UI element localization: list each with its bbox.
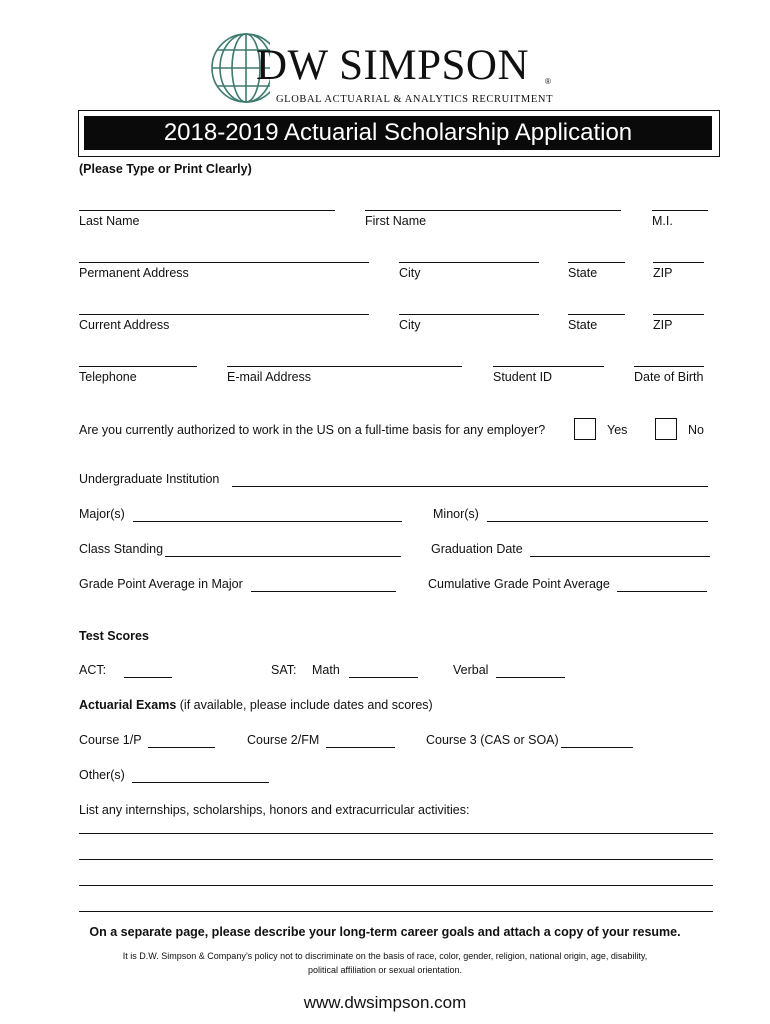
no-label: No: [688, 423, 704, 437]
actuarial-exams-heading: Actuarial Exams: [79, 698, 177, 712]
gpa-major-field[interactable]: [251, 591, 396, 592]
graduation-date-field[interactable]: [530, 556, 710, 557]
verbal-label: Verbal: [453, 663, 489, 677]
current-state-field[interactable]: [568, 314, 625, 315]
work-authorization-question: Are you currently authorized to work in the US on a full-time basis for any employer?: [79, 423, 546, 437]
class-standing-label: Class Standing: [79, 542, 164, 556]
current-address-field[interactable]: [79, 314, 369, 315]
date-of-birth-field[interactable]: [634, 366, 704, 367]
course3-field[interactable]: [561, 747, 633, 748]
actuarial-exams-note: (if available, please include dates and scores): [176, 698, 433, 712]
permanent-zip-field[interactable]: [653, 262, 704, 263]
permanent-address-field[interactable]: [79, 262, 369, 263]
first-name-label: First Name: [365, 214, 427, 228]
middle-initial-field[interactable]: [652, 210, 708, 211]
course2-label: Course 2/FM: [247, 733, 320, 747]
sat-label: SAT:: [271, 663, 297, 677]
others-label: Other(s): [79, 768, 125, 782]
act-score-field[interactable]: [124, 677, 172, 678]
first-name-field[interactable]: [365, 210, 621, 211]
student-id-label: Student ID: [493, 370, 553, 384]
current-zip-label: ZIP: [653, 318, 673, 332]
last-name-label: Last Name: [79, 214, 140, 228]
no-checkbox[interactable]: [655, 418, 677, 440]
policy-line-1: It is D.W. Simpson & Company’s policy not to discriminate on the basis of race, color, gender, religion, national origin, age, disability,: [122, 951, 648, 961]
current-city-label: City: [399, 318, 421, 332]
undergraduate-institution-field[interactable]: [232, 486, 708, 487]
math-label: Math: [312, 663, 340, 677]
course1-label: Course 1/P: [79, 733, 142, 747]
current-state-label: State: [568, 318, 598, 332]
sat-math-field[interactable]: [349, 677, 418, 678]
current-zip-field[interactable]: [653, 314, 704, 315]
course3-label: Course 3 (CAS or SOA): [426, 733, 559, 747]
minor-label: Minor(s): [433, 507, 479, 521]
course1-field[interactable]: [148, 747, 215, 748]
permanent-state-field[interactable]: [568, 262, 625, 263]
separate-page-instruction: On a separate page, please describe your long-term career goals and attach a copy of your resume.: [89, 925, 681, 939]
others-field[interactable]: [132, 782, 269, 783]
brand-name: DW SIMPSON: [256, 42, 530, 89]
yes-checkbox[interactable]: [574, 418, 596, 440]
permanent-zip-label: ZIP: [653, 266, 673, 280]
middle-initial-label: M.I.: [652, 214, 673, 228]
instructions: (Please Type or Print Clearly): [79, 162, 252, 176]
activities-line-3[interactable]: [79, 885, 713, 886]
date-of-birth-label: Date of Birth: [634, 370, 704, 384]
course2-field[interactable]: [326, 747, 395, 748]
policy-line-2: political affiliation or sexual orientation.: [308, 965, 462, 975]
activities-label: List any internships, scholarships, honors and extracurricular activities:: [79, 803, 470, 817]
gpa-cumulative-field[interactable]: [617, 591, 707, 592]
permanent-city-label: City: [399, 266, 421, 280]
gpa-cumulative-label: Cumulative Grade Point Average: [428, 577, 610, 591]
brand-tagline: GLOBAL ACTUARIAL & ANALYTICS RECRUITMENT: [276, 94, 554, 105]
minor-field[interactable]: [487, 521, 708, 522]
email-label: E-mail Address: [227, 370, 312, 384]
email-field[interactable]: [227, 366, 462, 367]
graduation-date-label: Graduation Date: [431, 542, 523, 556]
gpa-major-label: Grade Point Average in Major: [79, 577, 243, 591]
website-link[interactable]: www.dwsimpson.com: [303, 993, 467, 1012]
form-title: 2018-2019 Actuarial Scholarship Application: [84, 116, 712, 150]
test-scores-heading: Test Scores: [79, 629, 149, 643]
class-standing-field[interactable]: [165, 556, 401, 557]
activities-line-1[interactable]: [79, 833, 713, 834]
undergraduate-institution-label: Undergraduate Institution: [79, 472, 220, 486]
permanent-city-field[interactable]: [399, 262, 539, 263]
telephone-label: Telephone: [79, 370, 137, 384]
permanent-address-label: Permanent Address: [79, 266, 189, 280]
last-name-field[interactable]: [79, 210, 335, 211]
activities-line-2[interactable]: [79, 859, 713, 860]
act-label: ACT:: [79, 663, 107, 677]
current-address-label: Current Address: [79, 318, 170, 332]
current-city-field[interactable]: [399, 314, 539, 315]
sat-verbal-field[interactable]: [496, 677, 565, 678]
major-field[interactable]: [133, 521, 402, 522]
student-id-field[interactable]: [493, 366, 604, 367]
activities-line-4[interactable]: [79, 911, 713, 912]
permanent-state-label: State: [568, 266, 598, 280]
actuarial-exams-line: [79, 698, 433, 712]
telephone-field[interactable]: [79, 366, 197, 367]
major-label: Major(s): [79, 507, 125, 521]
yes-label: Yes: [607, 423, 628, 437]
registered-mark: ®: [545, 77, 551, 86]
